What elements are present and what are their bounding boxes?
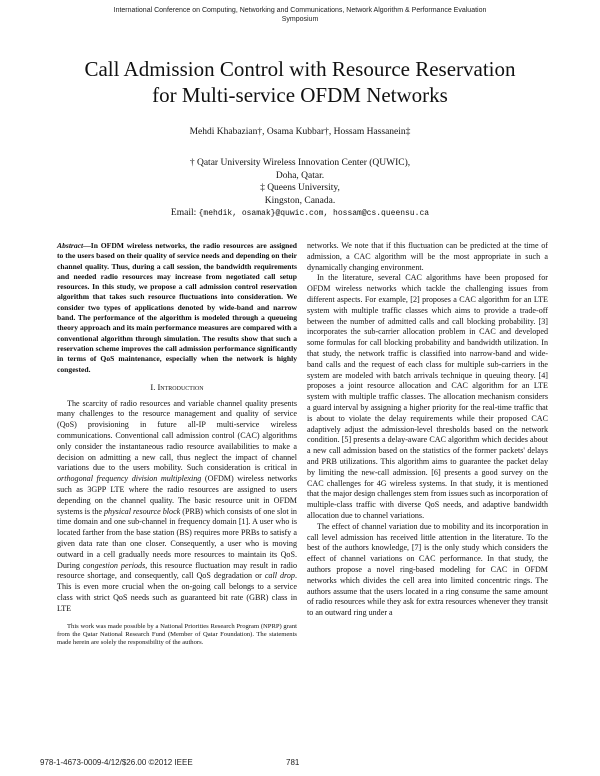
intro-text-2: (OFDM) wireless networks such as 3GPP LTE where the radio resources are assigned to users depending on the channel quality. The basic resource unit in OFDM systems is the <box>57 474 298 516</box>
intro-emphasis-ofdm: orthogonal frequency division multiplexing <box>57 474 202 484</box>
intro-text-1: The scarcity of radio resources and variable channel quality presents many challenges to the resource management and quality of service (QoS) provisioning in future all-IP multi-service wireless communications. Conventional call admission control (CAC) algorithms only consider the instantaneous radio resource availabilities to make a decision on admitting a new call, thus neglect the impact of channel variations due to the users mobility. Such consideration is critical in <box>57 398 297 473</box>
intro-emphasis-call-drop: call drop <box>264 571 295 581</box>
introduction-paragraph <box>57 399 297 615</box>
intro-text-5: . This is even more crucial when the on-going call belongs to a service class with strict QoS needs such as guaranteed bit rate (GBR) class in LTE <box>57 571 297 613</box>
intro-text-4: , this resource fluctuation may result in radio resource shortage, and consequently, call QoS degradation or <box>57 560 298 581</box>
abstract-label: Abstract <box>57 241 84 250</box>
affiliation-line-1: † Qatar University Wireless Innovation Center (QUWIC), <box>189 158 411 168</box>
affiliation-line-3: ‡ Queens University, <box>260 183 340 193</box>
paper-title <box>20 56 580 108</box>
intro-emphasis-prb: physical resource block <box>104 506 181 516</box>
affiliation-line-4: Kingston, Canada. <box>264 195 336 206</box>
page-number: 781 <box>286 758 300 767</box>
author-list: Mehdi Khabazian†, Osama Kubbar†, Hossam Hassanein‡ <box>189 127 411 137</box>
left-column <box>57 241 297 647</box>
funding-footnote: This work was made possible by a National Priorities Research Program (NPRP) grant from the Qatar National Research Fund (Member of Qatar Foundation). The statements made herein are solely the responsibility of the authors. <box>57 622 297 646</box>
conference-line-2: Symposium <box>281 16 319 23</box>
title-line-1: Call Admission Control with Resource Reservation <box>84 57 516 81</box>
right-paragraph-3: The effect of channel variation due to mobility and its incorporation in call level admission has received little attention in the literature. To the best of the authors knowledge, [7] is the only study which considers the effect of channel variations on CAC performance. In that study, the authors propose a novel ring-based modeling for CAC in OFDM networks which divides the cell area into limited concentric rings. The authors assume that the users located in a ring consume the same amount of radio resources while they ask for extra resources whenever they transit to an outward ring under a <box>307 521 548 618</box>
isbn-footer: 978-1-4673-0009-4/12/$26.00 ©2012 IEEE <box>40 758 193 767</box>
email-line <box>100 207 500 221</box>
right-paragraph-1: networks. We note that if this fluctuation can be predicted at the time of admission, a CAC algorithm will be the most appropriate in such a dynamically changing environment. <box>307 241 548 272</box>
abstract <box>57 241 297 375</box>
conference-line-1: International Conference on Computing, Networking and Communications, Network Algorithm & Performance Evaluation <box>113 7 487 14</box>
section-heading-introduction: I. Introduction <box>150 381 204 392</box>
right-paragraph-2: In the literature, several CAC algorithms have been proposed for OFDM wireless networks which tackle the challenging issues from different aspects. For example, [2] proposes a CAC algorithm for an LTE system with multiple traffic classes which aims to provide a trade-off between the number of admitted calls and call blocking probability. [3] incorporates the sub-carrier allocation problem in CAC and developed some formulas for call blocking probability and bandwidth utilization. In that study, the network traffic is classified into narrow-band and wide-band calls and the request of each class for multiple sub-carriers in the system are modeled with batch arrivals technique in queuing theory. [4] proposes a joint resource allocation and CAC algorithm for an LTE system with multiple traffic classes. The allocation mechanism considers a guard interval by assigning a higher priority for the real-time traffic that is about to violate the delay requirements while their proposed CAC adaptively adjust the admission-level thresholds based on the network condition. [5] presents a delay-aware CAC algorithm which decides about a new call admission based on the statistics of the former packets' delays and PRB utilizations. This algorithm aims to guarantee the packet delay by limiting the new-call admission. [6] presents a good survey on the CAC challenges for 4G wireless systems. In that study, it is mentioned that the major design challenges stem from issues such as incorporation of multiple-class traffic with diverse QoS needs, and adaptive bandwidth allocation due to channel variations. <box>307 273 548 520</box>
email-label: Email: <box>170 208 197 218</box>
conference-header <box>40 6 560 24</box>
title-line-2: for Multi-service OFDM Networks <box>152 83 448 107</box>
email-addresses: {mehdik, osamak}@quwic.com, hossam@cs.queensu.ca <box>198 209 430 218</box>
affiliations <box>100 157 500 221</box>
affiliation-line-2: Doha, Qatar. <box>275 170 325 181</box>
right-column <box>307 241 548 619</box>
intro-text-3: (PRB) which consists of one slot in time domain and one sub-channel in frequency domain [1]. A user who is located farther from the base station (BS) requires more PRBs to satisfy a given data rate than one closer. Consequently, a user who is moving outward in a cell gradually needs more resources to maintain its QoS. During <box>57 506 297 570</box>
abstract-text: —In OFDM wireless networks, the radio resources are assigned to the users based on their quality of service needs and depending on their channel quality. Thus, during a call session, the bandwidth requirements and needed radio resources may increase from negotiated call setup resources. In this study, we propose a call admission control reservation algorithm that takes such resource fluctuations into consideration. We consider two types of applications denoted by wide-band and narrow band. The performance of the algorithm is modeled through a queueing theory approach and its main performance measures are compared with a conventional algorithm through simulation. The results show that such a reservation scheme improves the call admission performance significantly in terms of QoS maintenance, especially when the network is highly congested. <box>57 241 297 374</box>
intro-emphasis-congestion: congestion periods <box>82 560 146 570</box>
